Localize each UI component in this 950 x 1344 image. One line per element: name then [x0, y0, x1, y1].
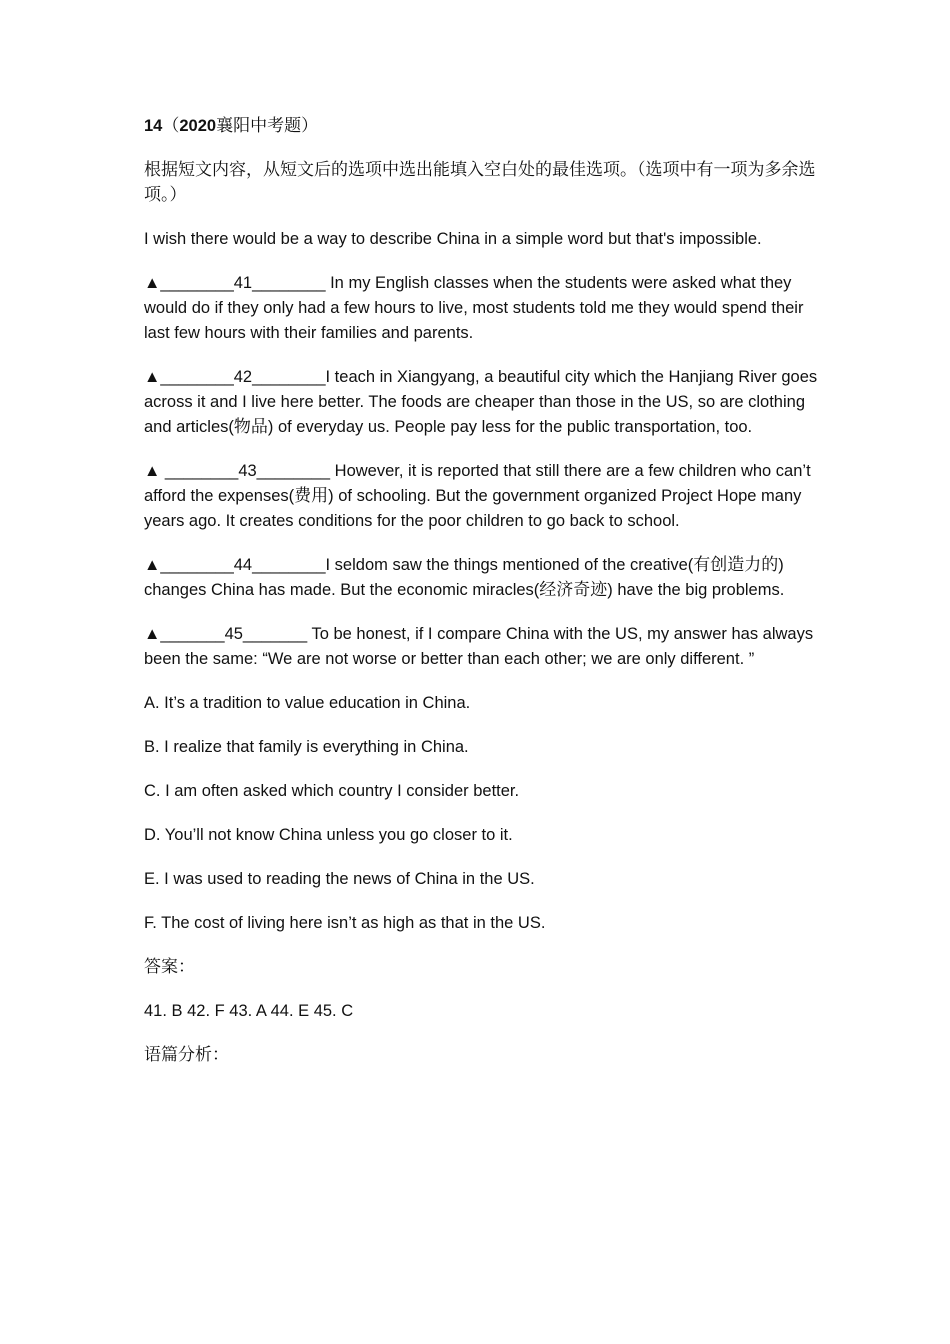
option-c: C. I am often asked which country I consider better. [144, 782, 520, 800]
paragraph-44 [144, 553, 824, 603]
option-e: E. I was used to reading the news of China in the US. [144, 870, 535, 888]
title-paren: （ [162, 116, 180, 136]
paragraph-42-text-b: ) of everyday us. People pay less for the public transportation, too. [267, 418, 753, 436]
answer-label: 答案： [144, 957, 195, 977]
blank-42: ▲________42________ [144, 368, 326, 386]
analysis-label: 语篇分析： [144, 1045, 229, 1065]
paragraph-41 [144, 271, 824, 346]
question-title [144, 114, 824, 139]
option-d: D. You’ll not know China unless you go closer to it. [144, 826, 513, 844]
blank-44: ▲________44________ [144, 556, 326, 574]
question-year: 2020 [179, 117, 217, 135]
paragraph-41-text: In my English classes when the students were asked what they would do if they only had a few hours to live, most students told me they would spend their last few hours with their families and parents. [144, 274, 804, 342]
blank-43: ▲ ________43________ [144, 462, 331, 480]
paragraph-45-text: To be honest, if I compare China with the US, my answer has always been the same: “We are not worse or better than each other; we are only different. ” [144, 625, 814, 668]
paragraph-44-text-b: ) changes China has made. But the economic miracles( [144, 556, 784, 599]
paragraph-44-text-c: ) have the big problems. [607, 581, 785, 599]
paragraph-43 [144, 459, 824, 534]
instructions: 根据短文内容，从短文后的选项中选出能填入空白处的最佳选项。（选项中有一项为多余选项。） [144, 160, 816, 205]
question-number: 14 [144, 117, 163, 135]
paragraph-43-gloss: 费用 [294, 486, 329, 506]
paragraph-42 [144, 365, 824, 440]
paragraph-44-gloss-b: 经济奇迹 [539, 580, 608, 600]
document-page [144, 114, 824, 1068]
blank-45: ▲_______45_______ [144, 625, 308, 643]
intro-sentence: I wish there would be a way to describe China in a simple word but that's impossible. [144, 230, 762, 248]
option-a: A. It’s a tradition to value education in China. [144, 694, 471, 712]
paragraph-43-text-b: ) of schooling. But the government organized Project Hope many years ago. It creates conditions for the poor children to go back to school. [144, 487, 802, 530]
paragraph-43-text-a: However, it is reported that still there are a few children who can’t afford the expenses( [144, 462, 811, 505]
paragraph-44-text-a: I seldom saw the things mentioned of the creative( [325, 556, 694, 574]
option-b: B. I realize that family is everything in China. [144, 738, 469, 756]
paragraph-45 [144, 622, 824, 672]
option-f: F. The cost of living here isn’t as high as that in the US. [144, 914, 546, 932]
paragraph-42-gloss: 物品 [233, 417, 268, 437]
paragraph-42-text-a: I teach in Xiangyang, a beautiful city which the Hanjiang River goes across it and I live here better. The foods are cheaper than those in the US, so are clothing and articles( [144, 368, 818, 436]
options-list [144, 691, 824, 936]
paragraph-44-gloss-a: 有创造力的 [693, 555, 779, 575]
answer-key: 41. B 42. F 43. A 44. E 45. C [144, 1002, 354, 1020]
question-source: 襄阳中考题） [216, 116, 319, 136]
blank-41: ▲________41________ [144, 274, 326, 292]
